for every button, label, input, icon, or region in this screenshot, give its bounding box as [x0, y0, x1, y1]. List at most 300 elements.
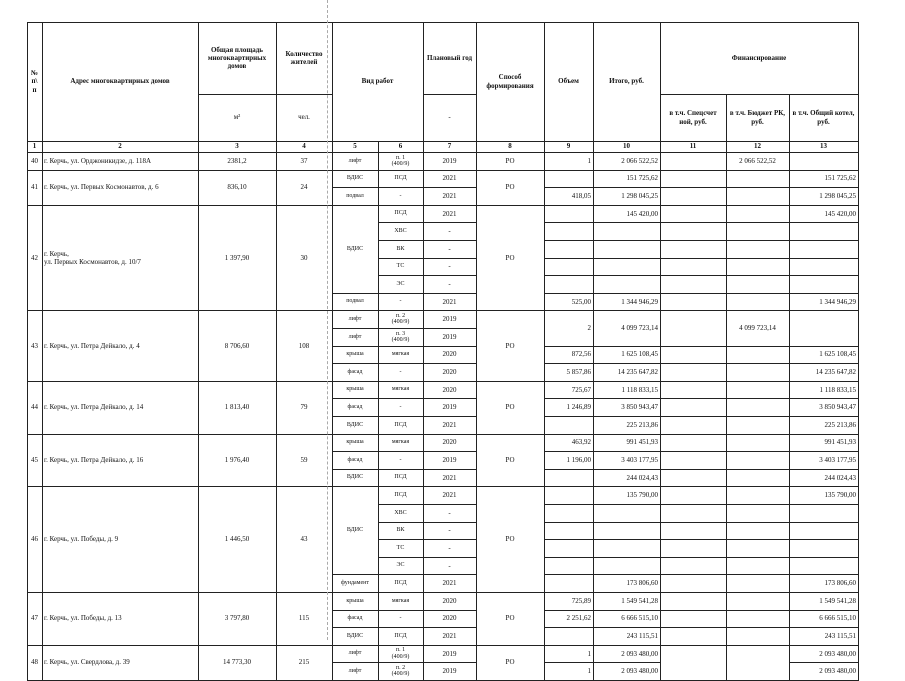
- column-divider: [593, 22, 594, 153]
- row-divider: [726, 293, 790, 294]
- row-divider: [332, 416, 477, 417]
- formation-method-cell: РО: [505, 253, 515, 262]
- volume-cell: [544, 627, 593, 645]
- fin-common-cell: [789, 240, 858, 258]
- fin-common-cell: 151 725,62: [824, 174, 856, 183]
- row-divider: [544, 627, 594, 628]
- row-divider: [726, 187, 790, 188]
- row-divider: [332, 187, 477, 188]
- row-divider: [544, 574, 594, 575]
- total-cell: 244 024,43: [626, 473, 658, 482]
- column-divider: [198, 152, 199, 681]
- total-cell: [593, 504, 660, 522]
- volume-cell: [544, 504, 593, 522]
- column-divider: [27, 22, 28, 153]
- work-subtype-cell: мягкая: [391, 351, 410, 358]
- work-subtype-cell: ПСД: [394, 175, 407, 182]
- work-type-cell: крыша: [346, 386, 364, 393]
- column-divider: [789, 94, 790, 153]
- column-divider: [593, 152, 594, 681]
- fin-special-cell: [660, 363, 726, 381]
- fin-budget-cell: [726, 416, 789, 434]
- work-subtype-cell: ХВС: [394, 509, 407, 516]
- row-divider: [726, 222, 790, 223]
- work-subtype-cell: мягкая: [391, 597, 410, 604]
- total-cell: [593, 258, 660, 276]
- row-divider: [726, 627, 790, 628]
- volume-cell: 725,89: [571, 596, 591, 605]
- residents-cell: 30: [300, 253, 308, 262]
- fin-common-cell: 2 093 480,00: [819, 667, 856, 676]
- fin-common-cell: 2 093 480,00: [819, 649, 856, 658]
- fin-budget-cell: [726, 187, 789, 205]
- header-work-type: Вид работ: [361, 77, 394, 86]
- row-divider: [378, 539, 477, 540]
- fin-common-cell: 991 451,93: [824, 438, 856, 447]
- row-divider: [660, 346, 727, 347]
- header-area: Общая площадь многоквартирных домов: [207, 45, 267, 71]
- total-cell: 243 115,51: [626, 631, 658, 640]
- work-subtype-cell: -: [399, 298, 402, 305]
- total-cell: 2 093 480,00: [621, 667, 658, 676]
- merged-cell-top: [593, 310, 661, 311]
- volume-cell: [544, 486, 593, 504]
- planned-year-cell: -: [448, 244, 451, 253]
- row-divider: [789, 662, 859, 663]
- fin-common-cell: 225 213,86: [824, 420, 856, 429]
- row-number: 41: [31, 183, 38, 192]
- row-divider: [593, 522, 661, 523]
- row-divider: [332, 574, 477, 575]
- row-divider: [593, 293, 661, 294]
- header-row-number: № п\ п: [30, 69, 39, 94]
- row-divider: [789, 275, 859, 276]
- area-cell: 3 797,80: [224, 614, 250, 623]
- total-cell: 4 099 723,14: [621, 323, 658, 332]
- row-number: 45: [31, 455, 38, 464]
- volume-cell: 2 251,62: [566, 614, 591, 623]
- formation-method-cell: РО: [505, 535, 515, 544]
- fin-budget-cell: 2 066 522,52: [739, 156, 776, 165]
- fin-common-cell: 3 850 943,47: [819, 403, 856, 412]
- row-divider: [789, 293, 859, 294]
- header-volume: Объем: [558, 77, 579, 86]
- total-cell: 6 666 515,10: [621, 614, 658, 623]
- area-cell: 1 397,90: [224, 253, 250, 262]
- fin-budget-cell: [726, 504, 789, 522]
- total-cell: 225 213,86: [626, 420, 658, 429]
- work-subtype-cell: ПСД: [394, 632, 407, 639]
- column-divider: [332, 22, 333, 153]
- planned-year-cell: 2021: [442, 491, 457, 500]
- fin-special-cell: [660, 627, 726, 645]
- row-divider: [593, 363, 661, 364]
- row-divider: [660, 240, 727, 241]
- work-subtype-cell: мягкая: [391, 439, 410, 446]
- row-divider: [726, 416, 790, 417]
- row-divider: [378, 240, 477, 241]
- row-divider: [660, 258, 727, 259]
- volume-cell: 1 196,00: [566, 455, 591, 464]
- work-subtype-cell: ПСД: [394, 210, 407, 217]
- header-divider: [423, 94, 477, 95]
- fin-budget-cell: [726, 451, 789, 469]
- planned-year-cell: 2021: [442, 209, 457, 218]
- volume-cell: 725,67: [571, 385, 591, 394]
- work-type-cell: ВДИС: [346, 421, 364, 428]
- work-subtype-cell: ПСД: [394, 580, 407, 587]
- row-divider: [726, 522, 790, 523]
- row-divider: [789, 610, 859, 611]
- column-divider: [858, 22, 859, 153]
- row-divider: [544, 469, 594, 470]
- row-divider: [332, 662, 477, 663]
- row-divider: [726, 240, 790, 241]
- fin-budget-cell: [726, 222, 789, 240]
- row-divider: [544, 416, 594, 417]
- address-cell: г. Керчь, ул. Орджоникидзе, д. 118А: [44, 156, 152, 165]
- total-cell: [593, 557, 660, 575]
- column-divider: [423, 22, 424, 153]
- fin-budget-cell: [726, 662, 789, 680]
- work-type-cell: ВДИС: [346, 175, 364, 182]
- fin-special-cell: [660, 152, 726, 170]
- row-divider: [378, 504, 477, 505]
- fin-special-cell: [660, 662, 726, 680]
- fin-budget-cell: 4 099 723,14: [739, 323, 776, 332]
- work-type-cell: подвал: [346, 192, 364, 199]
- planned-year-cell: 2021: [442, 631, 457, 640]
- fin-special-cell: [660, 610, 726, 628]
- column-divider: [544, 152, 545, 681]
- fin-common-cell: 1 549 541,28: [819, 596, 856, 605]
- fin-special-cell: [660, 574, 726, 592]
- volume-cell: 1: [587, 156, 591, 165]
- row-divider: [593, 469, 661, 470]
- total-cell: 2 093 480,00: [621, 649, 658, 658]
- header-formation-method: Способ формирования: [486, 73, 534, 90]
- fin-special-cell: [660, 222, 726, 240]
- row-divider: [726, 275, 790, 276]
- fin-special-cell: [660, 205, 726, 223]
- row-divider: [789, 222, 859, 223]
- column-divider: [423, 152, 424, 681]
- fin-common-cell: 3 403 177,95: [819, 455, 856, 464]
- column-number-13: 13: [820, 142, 827, 151]
- work-type-cell: подвал: [346, 298, 364, 305]
- work-type-cell: лифт: [348, 650, 362, 657]
- column-divider: [476, 152, 477, 681]
- total-cell: [593, 240, 660, 258]
- row-divider: [593, 398, 661, 399]
- header-residents-unit: чел.: [298, 113, 310, 122]
- formation-method-cell: РО: [505, 183, 515, 192]
- fin-common-cell: [789, 152, 858, 170]
- row-divider: [593, 504, 661, 505]
- row-divider: [544, 398, 594, 399]
- total-cell: 1 625 108,45: [621, 350, 658, 359]
- column-divider: [660, 22, 661, 153]
- volume-cell: [544, 275, 593, 293]
- fin-budget-cell: [726, 363, 789, 381]
- total-cell: 991 451,93: [626, 438, 658, 447]
- planned-year-cell: 2021: [442, 191, 457, 200]
- planned-year-cell: 2019: [442, 156, 457, 165]
- area-cell: 1 813,40: [224, 403, 250, 412]
- fin-common-cell: 135 790,00: [824, 491, 856, 500]
- total-cell: [593, 275, 660, 293]
- fin-common-cell: [789, 275, 858, 293]
- fin-special-cell: [660, 240, 726, 258]
- work-type-cell: ВДИС: [346, 245, 364, 252]
- address-cell: г. Керчь, ул. Первых Космонавтов, д. 6: [44, 183, 159, 192]
- fin-special-cell: [660, 557, 726, 575]
- work-subtype-cell: ТС: [396, 544, 405, 551]
- fin-special-cell: [660, 258, 726, 276]
- planned-year-cell: 2021: [442, 473, 457, 482]
- planned-year-cell: 2020: [442, 614, 457, 623]
- fin-common-cell: 14 235 647,82: [815, 367, 856, 376]
- fin-budget-cell: [726, 486, 789, 504]
- column-number-9: 9: [566, 142, 571, 151]
- column-number-2: 2: [118, 142, 122, 151]
- fin-budget-cell: [726, 627, 789, 645]
- fin-budget-cell: [726, 645, 789, 663]
- fin-special-cell: [660, 398, 726, 416]
- row-divider: [789, 574, 859, 575]
- row-divider: [789, 187, 859, 188]
- row-divider: [378, 258, 477, 259]
- planned-year-cell: 2019: [442, 667, 457, 676]
- row-number: 42: [31, 253, 38, 262]
- row-divider: [660, 293, 727, 294]
- work-type-cell: фасад: [347, 456, 363, 463]
- column-number-10: 10: [623, 142, 630, 151]
- planned-year-cell: 2019: [442, 403, 457, 412]
- column-number-11: 11: [689, 142, 697, 151]
- work-subtype-cell: п. 2 (400/9): [391, 664, 410, 678]
- row-divider: [332, 346, 477, 347]
- row-divider: [726, 610, 790, 611]
- planned-year-cell: 2021: [442, 420, 457, 429]
- row-divider: [726, 451, 790, 452]
- column-number-3: 3: [235, 142, 239, 151]
- planned-year-cell: -: [448, 262, 451, 271]
- fin-budget-cell: [726, 557, 789, 575]
- work-type-cell: фасад: [347, 368, 363, 375]
- row-number: 47: [31, 614, 38, 623]
- planned-year-cell: 2021: [442, 297, 457, 306]
- fin-common-cell: [789, 522, 858, 540]
- column-divider: [332, 152, 333, 681]
- formation-method-cell: РО: [505, 341, 515, 350]
- volume-cell: 418,05: [571, 191, 591, 200]
- residents-cell: 108: [298, 341, 310, 350]
- total-cell: [593, 222, 660, 240]
- header-address: Адрес многоквартирных домов: [70, 77, 170, 86]
- row-divider: [660, 574, 727, 575]
- row-divider: [332, 293, 477, 294]
- fin-common-cell: [789, 557, 858, 575]
- fin-budget-cell: [726, 574, 789, 592]
- planned-year-cell: -: [448, 508, 451, 517]
- address-cell: г. Керчь, ул. Первых Космонавтов, д. 10/7: [44, 249, 141, 266]
- fin-special-cell: [660, 416, 726, 434]
- row-divider: [789, 416, 859, 417]
- planned-year-cell: 2020: [442, 385, 457, 394]
- row-number: 40: [31, 156, 38, 165]
- row-divider: [544, 240, 594, 241]
- row-divider: [789, 451, 859, 452]
- total-cell: 135 790,00: [626, 491, 658, 500]
- fin-budget-cell: [726, 522, 789, 540]
- work-type-cell: лифт: [348, 157, 362, 164]
- row-divider: [660, 398, 727, 399]
- fin-common-cell: 6 666 515,10: [819, 614, 856, 623]
- page-fold-line: [327, 0, 328, 640]
- header-total: Итого, руб.: [609, 77, 644, 86]
- volume-cell: 872,56: [571, 350, 591, 359]
- volume-cell: 525,00: [571, 297, 591, 306]
- row-divider: [789, 346, 859, 347]
- header-fin-special: в т.ч. Спецсчет ной, руб.: [669, 109, 717, 126]
- row-divider: [544, 451, 594, 452]
- row-divider: [544, 662, 594, 663]
- row-divider: [789, 539, 859, 540]
- column-divider: [789, 152, 790, 681]
- total-cell: 1 549 541,28: [621, 596, 658, 605]
- fin-budget-cell: [726, 258, 789, 276]
- fin-budget-cell: [726, 434, 789, 452]
- fin-common-cell: 1 344 946,29: [819, 297, 856, 306]
- row-divider: [332, 451, 477, 452]
- work-subtype-cell: ВК: [396, 527, 405, 534]
- residents-cell: 24: [300, 183, 308, 192]
- work-subtype-cell: ХВС: [394, 228, 407, 235]
- planned-year-cell: 2020: [442, 596, 457, 605]
- work-subtype-cell: п. 3 (400/9): [391, 330, 410, 343]
- fin-special-cell: [660, 170, 726, 188]
- table-top-border: [27, 22, 859, 23]
- area-cell: 14 773,30: [223, 658, 251, 667]
- work-type-cell: ВДИС: [346, 474, 364, 481]
- row-divider: [544, 222, 594, 223]
- address-cell: г. Керчь, ул. Петра Дейкало, д. 16: [44, 455, 144, 464]
- header-divider: [198, 94, 333, 95]
- address-cell: г. Керчь, ул. Петра Дейкало, д. 14: [44, 403, 144, 412]
- row-divider: [544, 504, 594, 505]
- fin-budget-cell: [726, 240, 789, 258]
- fin-budget-cell: [726, 205, 789, 223]
- total-cell: 173 806,60: [626, 579, 658, 588]
- row-divider: [726, 504, 790, 505]
- residents-cell: 79: [300, 403, 308, 412]
- fin-special-cell: [660, 275, 726, 293]
- volume-cell: 463,92: [571, 438, 591, 447]
- volume-cell: [544, 205, 593, 223]
- total-cell: 2 066 522,52: [621, 156, 658, 165]
- fin-common-cell: [789, 310, 858, 328]
- row-number: 48: [31, 658, 38, 667]
- work-subtype-cell: ПСД: [394, 474, 407, 481]
- column-divider: [276, 22, 277, 153]
- fin-common-cell: 145 420,00: [824, 209, 856, 218]
- fin-special-cell: [660, 187, 726, 205]
- row-divider: [332, 469, 477, 470]
- work-type-cell: фасад: [347, 615, 363, 622]
- work-subtype-cell: -: [399, 615, 402, 622]
- fin-special-cell: [660, 486, 726, 504]
- column-number-4: 4: [302, 142, 306, 151]
- volume-cell: [544, 416, 593, 434]
- column-divider: [544, 22, 545, 153]
- row-divider: [789, 627, 859, 628]
- fin-budget-cell: [726, 275, 789, 293]
- column-divider: [378, 152, 379, 681]
- row-divider: [789, 363, 859, 364]
- fin-special-cell: [660, 451, 726, 469]
- row-divider: [593, 539, 661, 540]
- column-divider: [27, 152, 28, 681]
- fin-budget-cell: [726, 398, 789, 416]
- row-divider: [544, 557, 594, 558]
- total-cell: 145 420,00: [626, 209, 658, 218]
- residents-cell: 115: [298, 614, 310, 623]
- fin-budget-cell: [726, 293, 789, 311]
- column-divider: [42, 22, 43, 153]
- row-divider: [726, 469, 790, 470]
- work-subtype-cell: ЭС: [396, 562, 405, 569]
- row-divider: [593, 240, 661, 241]
- volume-cell: [544, 469, 593, 487]
- column-divider: [42, 152, 43, 681]
- row-divider: [660, 275, 727, 276]
- fin-common-cell: 173 806,60: [824, 579, 856, 588]
- volume-cell: [544, 522, 593, 540]
- row-divider: [593, 275, 661, 276]
- planned-year-cell: 2019: [442, 332, 457, 341]
- fin-budget-cell: [726, 469, 789, 487]
- work-subtype-cell: -: [399, 404, 402, 411]
- fin-common-cell: 243 115,51: [824, 631, 856, 640]
- residents-cell: 59: [300, 455, 308, 464]
- residents-cell: 215: [298, 658, 310, 667]
- row-divider: [789, 557, 859, 558]
- row-divider: [378, 522, 477, 523]
- fin-special-cell: [660, 592, 726, 610]
- row-divider: [789, 398, 859, 399]
- row-divider: [789, 240, 859, 241]
- column-divider: [858, 152, 859, 681]
- row-divider: [593, 662, 661, 663]
- header-residents: Количество жителей: [285, 49, 323, 66]
- fin-budget-cell: [726, 592, 789, 610]
- row-divider: [593, 574, 661, 575]
- volume-cell: [544, 539, 593, 557]
- row-divider: [544, 363, 594, 364]
- planned-year-cell: 2019: [442, 649, 457, 658]
- row-divider: [593, 610, 661, 611]
- row-divider: [332, 398, 477, 399]
- formation-method-cell: РО: [505, 455, 515, 464]
- row-divider: [660, 539, 727, 540]
- row-divider: [726, 363, 790, 364]
- fin-common-cell: 244 024,43: [824, 473, 856, 482]
- row-divider: [660, 451, 727, 452]
- work-type-cell: крыша: [346, 597, 364, 604]
- area-cell: 836,10: [227, 183, 247, 192]
- planned-year-cell: 2020: [442, 367, 457, 376]
